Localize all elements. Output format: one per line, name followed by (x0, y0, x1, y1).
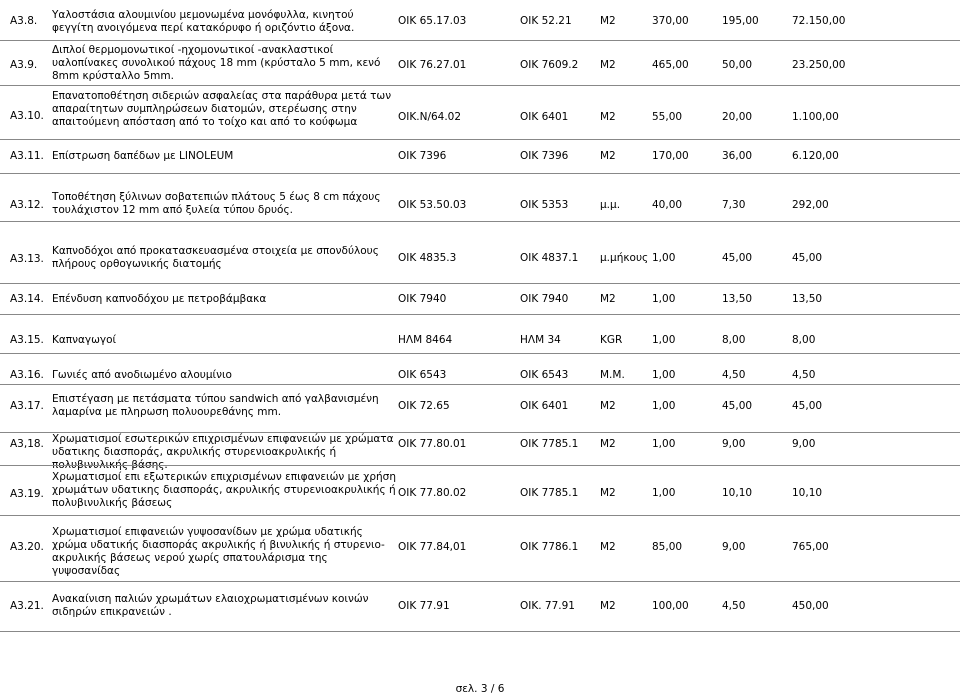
unit-price: 9,00 (722, 438, 746, 450)
unit-price: 50,00 (722, 59, 753, 71)
total: 765,00 (792, 541, 829, 553)
unit-price: 195,00 (722, 15, 759, 27)
unit-price: 36,00 (722, 150, 753, 162)
unit: KGR (600, 334, 623, 346)
quantity: 1,00 (652, 400, 676, 412)
item-description: Χρωματισμοί εσωτερικών επιχρισμένων επιφανειών με χρώματα υδατικης διασποράς, ακρυλικής στυρενιοακρυλικής ή πολυβινυλικής βάσης. (52, 433, 394, 471)
row-divider (0, 631, 960, 632)
table-row (0, 8, 960, 41)
item-code: A3.13. (10, 253, 44, 265)
reference-2: ΟΙΚ 7940 (520, 293, 569, 305)
quantity: 85,00 (652, 541, 683, 553)
page-number: σελ. 3 / 6 (455, 683, 505, 695)
unit: Μ2 (600, 111, 616, 123)
reference-1: ΟΙΚ 4835.3 (398, 252, 457, 264)
quantity: 1,00 (652, 487, 676, 499)
quantity: 100,00 (652, 600, 689, 612)
table-row (0, 140, 960, 174)
item-description: Επένδυση καπνοδόχου με πετροβάμβακα (52, 293, 267, 305)
item-description: Διπλοί θερμομονωτικοί -ηχομονωτικοί -ανακλαστικοί υαλοπίνακες συνολικού πάχους 18 mm (κρύσταλο 5 mm, κενό 8mm κρύσταλλο 5mm. (52, 44, 381, 82)
item-code: A3.10. (10, 110, 44, 122)
item-code: A3.21. (10, 600, 44, 612)
table-row (0, 284, 960, 315)
unit-price: 8,00 (722, 334, 746, 346)
reference-2: ΟΙΚ 4837.1 (520, 252, 579, 264)
reference-2: ΟΙΚ 6543 (520, 369, 569, 381)
item-description: Τοποθέτηση ξύλινων σοβατεπιών πλάτους 5 έως 8 cm πάχους τουλάχιστον 12 mm από ξυλεία τύπου δρυός. (52, 191, 381, 216)
total: 4,50 (792, 369, 816, 381)
item-code: A3.14. (10, 293, 44, 305)
item-code: A3.19. (10, 488, 44, 500)
reference-2: ΟΙΚ 6401 (520, 111, 569, 123)
total: 9,00 (792, 438, 816, 450)
reference-2: ΟΙΚ 6401 (520, 400, 569, 412)
item-description: Επίστρωση δαπέδων με LINOLEUM (52, 150, 234, 162)
unit: Μ.Μ. (600, 369, 625, 381)
unit-price: 20,00 (722, 111, 753, 123)
reference-1: ΟΙΚ 53.50.03 (398, 199, 467, 211)
unit-price: 45,00 (722, 252, 753, 264)
quantity: 170,00 (652, 150, 689, 162)
item-description: Χρωματισμοί επιφανειών γυψοσανίδων με χρώμα υδατικής χρώμα υδατικής διασποράς ακρυλικής ή βινυλικής ή στυρενιο-ακρυλικής βάσεως νερού χωρίς σπατουλάρισμα της γυψοσανίδας (52, 526, 385, 577)
total: 8,00 (792, 334, 816, 346)
reference-1: ΟΙΚ 65.17.03 (398, 15, 467, 27)
quantity: 1,00 (652, 438, 676, 450)
item-code: A3.20. (10, 541, 44, 553)
reference-1: ΟΙΚ 76.27.01 (398, 59, 467, 71)
item-description: Καπναγωγοί (52, 334, 117, 346)
quantity: 1,00 (652, 252, 676, 264)
quantity: 1,00 (652, 369, 676, 381)
unit-price: 4,50 (722, 600, 746, 612)
item-description: Χρωματισμοί επι εξωτερικών επιχρισμένων επιφανειών με χρήση χρωμάτων υδατικης διασποράς, ακρυλικής στυρενιοακρυλικής ή πολυβινυλικής βάσεως (52, 471, 396, 509)
reference-2: ΟΙΚ. 77.91 (520, 600, 575, 612)
unit-price: 7,30 (722, 199, 746, 211)
total: 45,00 (792, 400, 823, 412)
reference-1: ΗΛΜ 8464 (398, 334, 453, 346)
item-description: Καπνοδόχοι από προκατασκευασμένα στοιχεία με σπονδύλους πλήρους ορθογωνικής διατομής (52, 245, 379, 270)
total: 23.250,00 (792, 59, 846, 71)
item-code: A3.8. (10, 15, 38, 27)
reference-2: ΟΙΚ 7786.1 (520, 541, 579, 553)
unit: Μ2 (600, 600, 616, 612)
reference-2: ΟΙΚ 7396 (520, 150, 569, 162)
reference-2: ΟΙΚ 7609.2 (520, 59, 579, 71)
table-row (0, 222, 960, 284)
table-row (0, 315, 960, 354)
reference-1: ΟΙΚ 6543 (398, 369, 447, 381)
total: 6.120,00 (792, 150, 839, 162)
table-row (0, 174, 960, 222)
item-description: Ανακαίνιση παλιών χρωμάτων ελαιοχρωματισμένων κοινών σιδηρών επικρανειών . (52, 593, 369, 618)
reference-2: ΟΙΚ 5353 (520, 199, 569, 211)
total: 1.100,00 (792, 111, 839, 123)
unit: Μ2 (600, 293, 616, 305)
item-code: A3,18. (10, 438, 44, 450)
quantity: 465,00 (652, 59, 689, 71)
item-code: A3.17. (10, 400, 44, 412)
item-description: Επιστέγαση με πετάσματα τύπου sandwich από γαλβανισμένη λαμαρίνα με πληρωση πολυουρεθάνης mm. (52, 393, 379, 418)
reference-1: ΟΙΚ 77.80.02 (398, 487, 467, 499)
reference-2: ΟΙΚ 7785.1 (520, 438, 579, 450)
reference-1: ΟΙΚ 72.65 (398, 400, 450, 412)
unit: Μ2 (600, 400, 616, 412)
table-row (0, 41, 960, 86)
unit-price: 13,50 (722, 293, 753, 305)
table-row (0, 385, 960, 433)
quantity: 1,00 (652, 334, 676, 346)
reference-1: ΟΙΚ 77.91 (398, 600, 450, 612)
table-row (0, 466, 960, 516)
reference-1: ΟΙΚ 7396 (398, 150, 447, 162)
table-row (0, 433, 960, 471)
quantity: 1,00 (652, 293, 676, 305)
total: 13,50 (792, 293, 823, 305)
total: 72.150,00 (792, 15, 846, 27)
unit-price: 9,00 (722, 541, 746, 553)
quantity: 55,00 (652, 111, 683, 123)
item-description: Γωνιές από ανοδιωμένο αλουμίνιο (52, 369, 232, 381)
reference-1: ΟΙΚ 77.84,01 (398, 541, 467, 553)
unit-price: 10,10 (722, 487, 753, 499)
total: 450,00 (792, 600, 829, 612)
reference-2: ΗΛΜ 34 (520, 334, 561, 346)
unit: Μ2 (600, 438, 616, 450)
table-row (0, 516, 960, 582)
unit: μ.μήκους (600, 252, 649, 264)
unit-price: 45,00 (722, 400, 753, 412)
item-description: Υαλοστάσια αλουμινίου μεμονωμένα μονόφυλλα, κινητού φεγγίτη ανοιγόμενα περί κατακόρυφο ή οριζόντιο άξονα. (52, 9, 355, 34)
reference-1: ΟΙΚ 77.80.01 (398, 438, 467, 450)
reference-2: ΟΙΚ 52.21 (520, 15, 572, 27)
table-row (0, 354, 960, 385)
item-code: A3.11. (10, 150, 44, 162)
item-code: A3.12. (10, 199, 44, 211)
item-code: A3.16. (10, 369, 44, 381)
reference-1: ΟΙΚ.Ν/64.02 (398, 111, 462, 123)
unit-price: 4,50 (722, 369, 746, 381)
total: 292,00 (792, 199, 829, 211)
item-code: A3.9. (10, 59, 38, 71)
total: 10,10 (792, 487, 823, 499)
unit: Μ2 (600, 59, 616, 71)
item-description: Επανατοποθέτηση σιδεριών ασφαλείας στα παράθυρα μετά των απαραίτητων συμπληρώσεων διατομών, στερέωσης στην απαιτούμενη απόσταση από το τοίχο και από το κούφωμα (52, 90, 392, 128)
quantity: 370,00 (652, 15, 689, 27)
unit: μ.μ. (600, 199, 621, 211)
table-row (0, 582, 960, 632)
unit: Μ2 (600, 541, 616, 553)
unit: Μ2 (600, 15, 616, 27)
total: 45,00 (792, 252, 823, 264)
unit: Μ2 (600, 150, 616, 162)
quantity: 40,00 (652, 199, 683, 211)
reference-1: ΟΙΚ 7940 (398, 293, 447, 305)
item-code: A3.15. (10, 334, 44, 346)
unit: Μ2 (600, 487, 616, 499)
reference-2: ΟΙΚ 7785.1 (520, 487, 579, 499)
table-row (0, 86, 960, 140)
